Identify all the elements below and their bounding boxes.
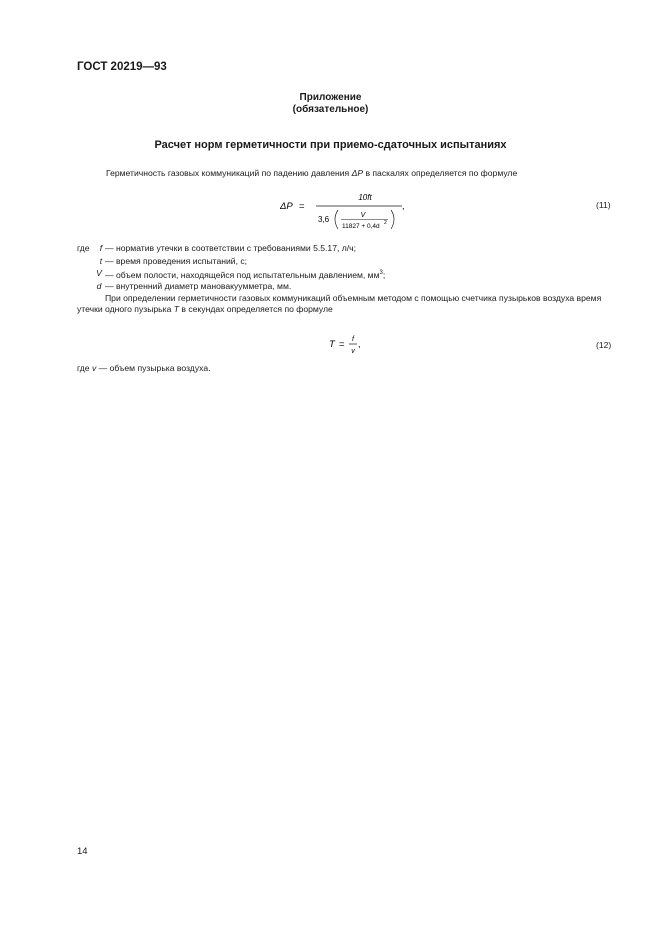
definition-d-text: — внутренний диаметр мановакуумметра, мм.: [105, 280, 292, 291]
formula-12-equals: =: [339, 339, 345, 350]
page-number: 14: [77, 846, 88, 857]
v-symbol: v: [91, 363, 97, 373]
formula-11-comma: ,: [402, 201, 405, 211]
variable-f: f: [99, 243, 103, 253]
definition-f-text: — норматив утечки в соответствии с требованиями 5.5.17, л/ч;: [105, 243, 357, 253]
definition-v-tail: ;: [382, 269, 386, 280]
paragraph-3: [77, 363, 211, 374]
appendix-type: (обязательное): [292, 104, 369, 115]
formula-11-lhs: ΔP: [280, 201, 293, 212]
where-word: где: [77, 243, 90, 253]
standard-number: ГОСТ 20219—93: [77, 61, 167, 73]
variable-t: t: [99, 255, 103, 266]
t-symbol: T: [173, 304, 179, 314]
formula-12-numerator: f: [352, 336, 354, 343]
formula-11-numerator: 10ft: [358, 193, 372, 202]
appendix-title: Приложение: [299, 92, 362, 103]
definition-v-superscript: 3: [379, 270, 383, 276]
paragraph-1-after: в паскалях определяется по формуле: [363, 168, 518, 178]
formula-11-equals: =: [299, 201, 305, 212]
formula-11-inner-numerator: V: [360, 212, 366, 219]
definition-v-text: — объем полости, находящейся под испытательным давлением, мм: [105, 269, 380, 280]
paragraph-1: [106, 168, 517, 179]
formula-11-inner-denominator: 11827 + 0,4d: [342, 223, 380, 230]
formula-11-exponent: 2: [384, 220, 387, 226]
variable-d: d: [96, 280, 102, 291]
formula-11-left-paren: [335, 210, 338, 229]
paragraph-2-after: в секундах определяется по формуле: [179, 304, 333, 314]
formula-11: [280, 186, 440, 234]
formula-11-coefficient: 3,6: [318, 215, 330, 224]
paragraph-3-text: — объем пузырька воздуха.: [96, 363, 211, 373]
paragraph-1-before: Герметичность газовых коммуникаций по падению давления: [106, 168, 352, 178]
formula-12-comma: ,: [358, 339, 361, 349]
delta-p-symbol: ΔP: [351, 168, 364, 178]
formula-12: [329, 330, 369, 358]
section-title: Расчет норм герметичности при приемо-сдаточных испытаниях: [154, 139, 507, 151]
formula-11-right-paren: [391, 210, 394, 229]
paragraph-3-word: где: [77, 363, 92, 373]
paragraph-2: [77, 293, 617, 315]
definition-t-text: — время проведения испытаний, с;: [105, 255, 248, 266]
appendix-heading: [0, 92, 661, 116]
formula-12-number: (12): [596, 340, 612, 350]
variable-v: V: [96, 268, 102, 278]
formula-12-lhs: T: [329, 339, 335, 350]
formula-12-denominator: v: [351, 348, 355, 355]
formula-11-number: (11): [596, 200, 611, 210]
paragraph-2-before: При определении герметичности газовых коммуникаций объемным методом с помощью счетчика пузырьков воздуха время утечки одного пузырька: [77, 293, 602, 314]
